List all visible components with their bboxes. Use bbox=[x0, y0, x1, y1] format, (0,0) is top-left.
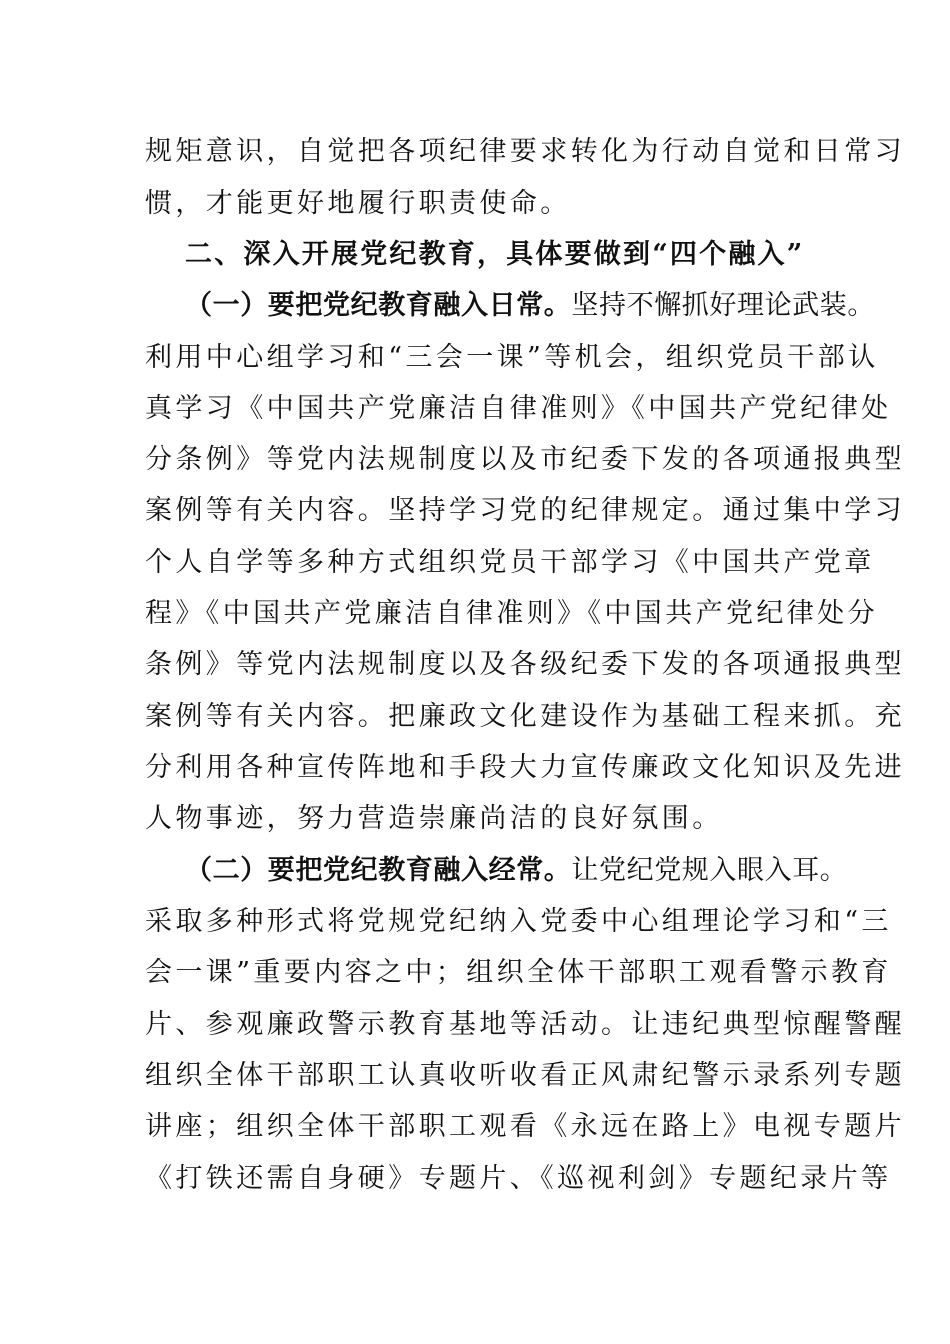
text-line: 采取多种形式将党规党纪纳入党委中心组理论学习和“三 bbox=[145, 906, 892, 937]
text-line: 《打铁还需自身硬》专题片、《巡视利剑》专题纪录片等 bbox=[145, 1163, 892, 1194]
text-line: 案例等有关内容。把廉政文化建设作为基础工程来抓。充 bbox=[145, 701, 905, 732]
section-heading: 二、深入开展党纪教育，具体要做到“四个融入” bbox=[185, 239, 805, 270]
text-line: 条例》等党内法规制度以及各级纪委下发的各项通报典型 bbox=[145, 649, 905, 680]
lead-text: 坚持不懈抓好理论武装。 bbox=[571, 290, 876, 321]
subsection-heading: （二）要把党纪教育融入经常。 bbox=[185, 855, 572, 886]
subsection-heading: （一）要把党纪教育融入日常。 bbox=[185, 290, 572, 321]
text-line: 分利用各种宣传阵地和手段大力宣传廉政文化知识及先进 bbox=[145, 752, 905, 783]
text-line: 利用中心组学习和“三会一课”等机会，组织党员干部认 bbox=[145, 342, 879, 373]
text-line: 人物事迹，努力营造崇廉尚洁的良好氛围。 bbox=[145, 803, 723, 834]
text-line: 个人自学等多种方式组织党员干部学习《中国共产党章 bbox=[145, 547, 875, 578]
text-line: 组织全体干部职工认真收听收看正风肃纪警示录系列专题 bbox=[145, 1060, 905, 1091]
lead-text: 让党纪党规入眼入耳。 bbox=[571, 855, 848, 886]
text-line: 真学习《中国共产党廉洁自律准则》《中国共产党纪律处 bbox=[145, 393, 892, 424]
text-line: 规矩意识，自觉把各项纪律要求转化为行动自觉和日常习 bbox=[145, 136, 905, 167]
text-line: 会一课”重要内容之中；组织全体干部职工观看警示教育 bbox=[145, 957, 892, 988]
paragraph-lead bbox=[185, 286, 876, 326]
text-line: 案例等有关内容。坚持学习党的纪律规定。通过集中学习 bbox=[145, 495, 905, 526]
text-line: 片、参观廉政警示教育基地等活动。让违纪典型惊醒警醒 bbox=[145, 1009, 905, 1040]
paragraph-lead bbox=[185, 851, 865, 891]
text-line: 讲座；组织全体干部职工观看《永远在路上》电视专题片 bbox=[145, 1111, 905, 1142]
text-line: 程》《中国共产党廉洁自律准则》《中国共产党纪律处分 bbox=[145, 598, 878, 629]
text-line: 分条例》等党内法规制度以及市纪委下发的各项通报典型 bbox=[145, 444, 905, 475]
text-line: 惯，才能更好地履行职责使命。 bbox=[145, 188, 571, 219]
